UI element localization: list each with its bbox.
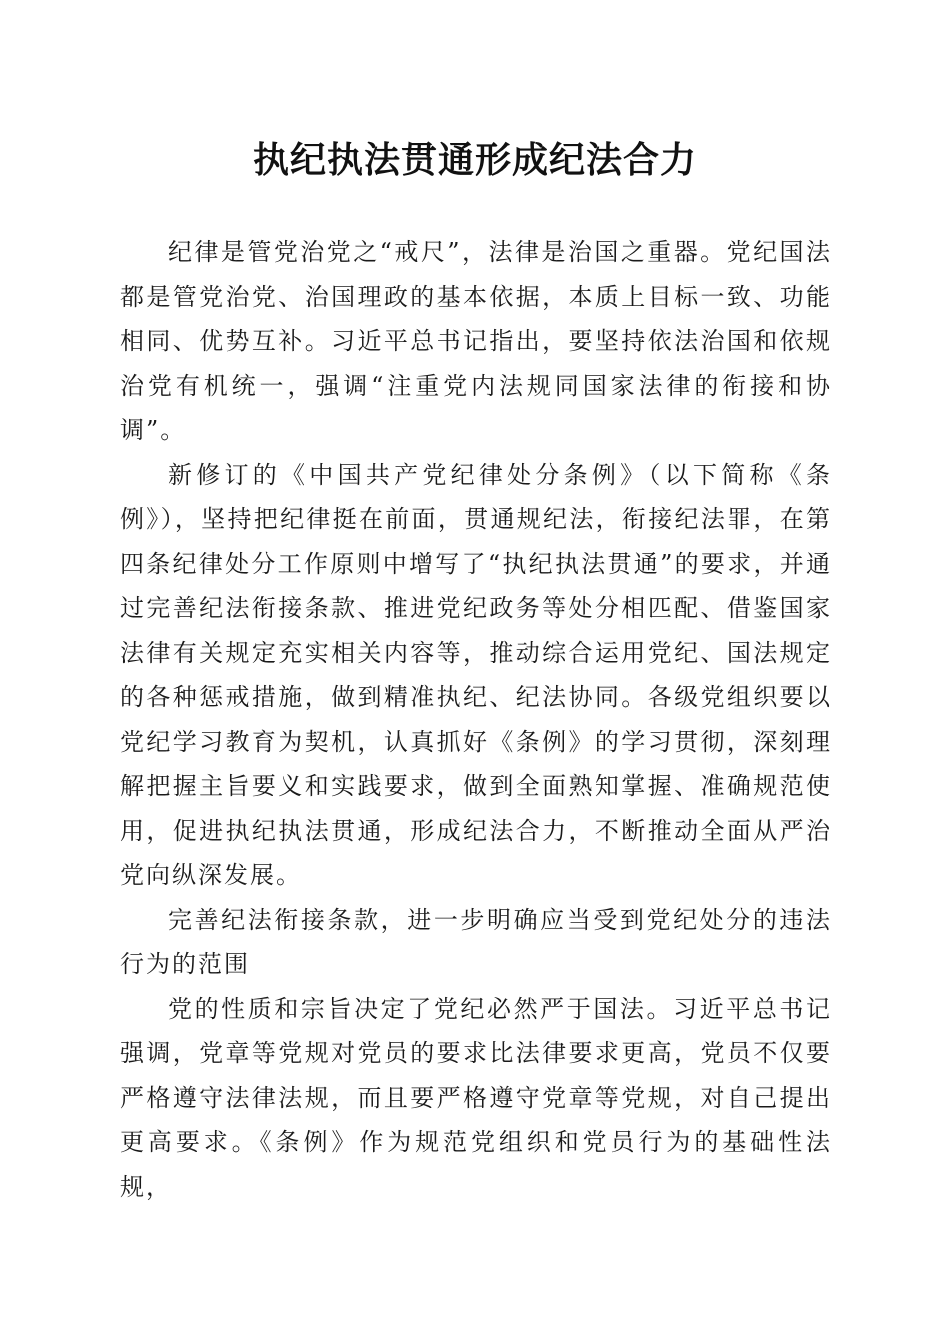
paragraph-1: 纪律是管党治党之“戒尺”，法律是治国之重器。党纪国法都是管党治党、治国理政的基本依据，本质上目标一致、功能相同、优势互补。习近平总书记指出，要坚持依法治国和依规治党有机统一，强调“注重党内法规同国家法律的衔接和协调”。 (120, 238, 832, 444)
document-body (120, 230, 832, 1209)
section-heading: 完善纪法衔接条款，进一步明确应当受到党纪处分的违法行为的范围 (120, 905, 832, 978)
document-title: 执纪执法贯通形成纪法合力 (252, 139, 697, 181)
paragraph-3: 党的性质和宗旨决定了党纪必然严于国法。习近平总书记强调，党章等党规对党员的要求比法律要求更高，党员不仅要严格遵守法律法规，而且要严格遵守党章等党规，对自己提出更高要求。《条例》作为规范党组织和党员行为的基础性法规， (120, 994, 832, 1201)
paragraph-2: 新修订的《中国共产党纪律处分条例》（以下简称《条例》），坚持把纪律挺在前面，贯通规纪法，衔接纪法罪，在第四条纪律处分工作原则中增写了“执纪执法贯通”的要求，并通过完善纪法衔接条款、推进党纪政务等处分相匹配、借鉴国家法律有关规定充实相关内容等，推动综合运用党纪、国法规定的各种惩戒措施，做到精准执纪、纪法协同。各级党组织要以党纪学习教育为契机，认真抓好《条例》的学习贯彻，深刻理解把握主旨要义和实践要求，做到全面熟知掌握、准确规范使用，促进执纪执法贯通，形成纪法合力，不断推动全面从严治党向纵深发展。 (120, 460, 832, 889)
